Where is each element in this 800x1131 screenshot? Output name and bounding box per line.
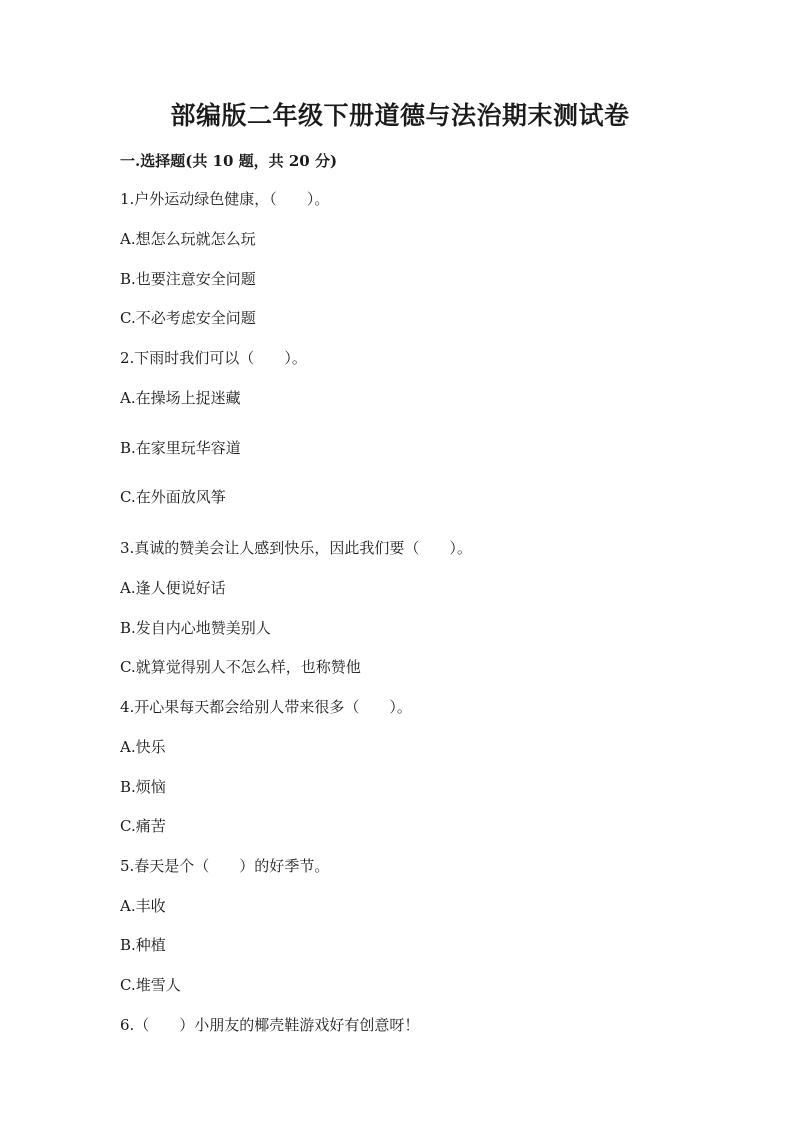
question-option: A.丰收 [120, 897, 166, 915]
question-option: B.在家里玩华容道 [120, 439, 241, 457]
question-option: B.烦恼 [120, 778, 166, 796]
question-option: A.想怎么玩就怎么玩 [120, 230, 256, 248]
question-option: C.不必考虑安全问题 [120, 309, 256, 327]
question-stem: 3.真诚的赞美会让人感到快乐，因此我们要（ ）。 [120, 539, 472, 557]
question-stem: 5.春天是个（ ）的好季节。 [120, 857, 330, 875]
question-option: A.快乐 [120, 738, 166, 756]
exam-title: 部编版二年级下册道德与法治期末测试卷 [170, 101, 630, 130]
question-option: C.在外面放风筝 [120, 488, 226, 506]
question-option: C.痛苦 [120, 817, 166, 835]
question-option: A.逢人便说好话 [120, 579, 226, 597]
question-stem: 6.（ ）小朋友的椰壳鞋游戏好有创意呀！ [120, 1016, 420, 1034]
question-option: C.就算觉得别人不怎么样，也称赞他 [120, 658, 361, 676]
question-option: A.在操场上捉迷藏 [120, 389, 241, 407]
question-stem: 1.户外运动绿色健康，（ ）。 [120, 190, 330, 208]
question-option: B.发自内心地赞美别人 [120, 619, 271, 637]
question-option: C.堆雪人 [120, 976, 181, 994]
question-stem: 2.下雨时我们可以（ ）。 [120, 349, 307, 367]
question-option: B.种植 [120, 936, 166, 954]
question-option: B.也要注意安全问题 [120, 270, 256, 288]
question-stem: 4.开心果每天都会给别人带来很多（ ）。 [120, 698, 412, 716]
section-heading-choice: 一.选择题(共 10 题，共 20 分) [120, 152, 338, 170]
